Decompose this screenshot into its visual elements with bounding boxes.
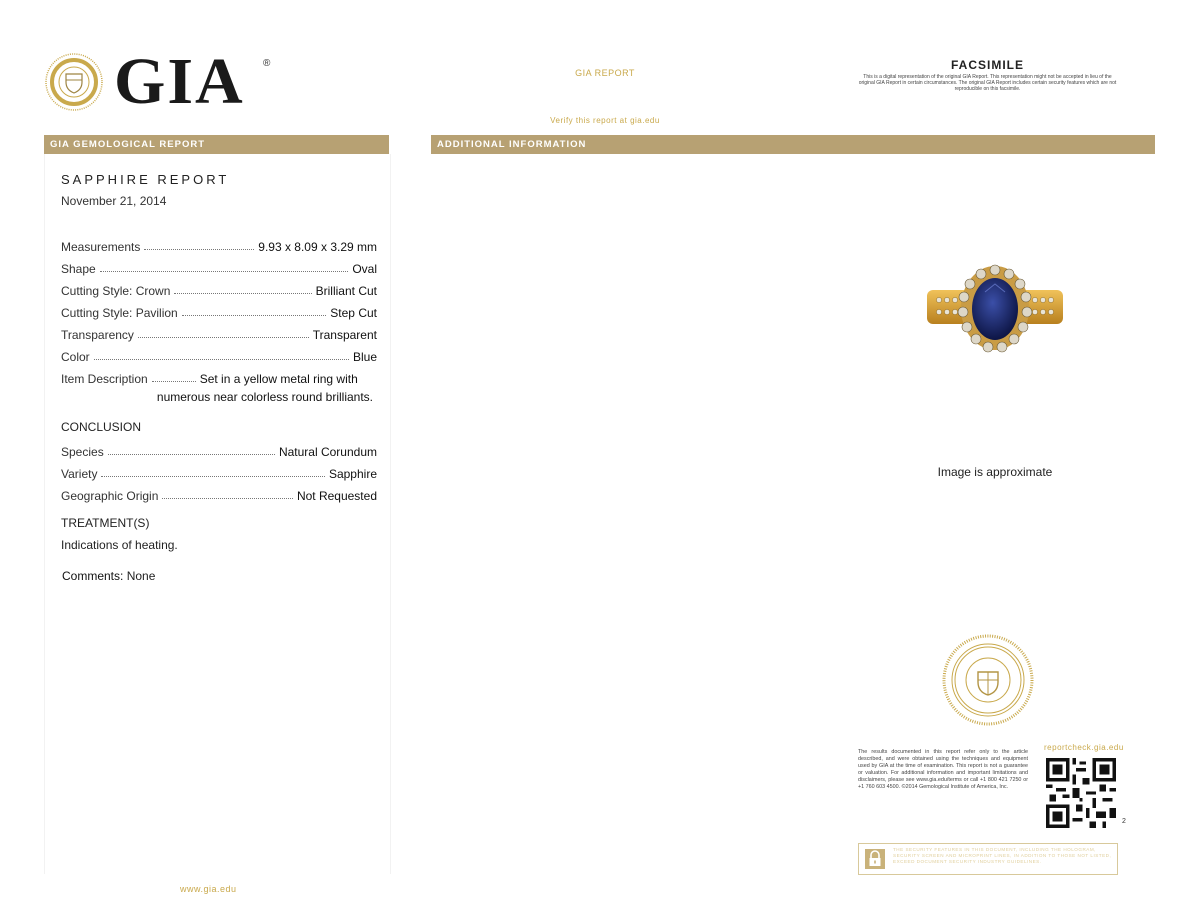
treatment-heading: TREATMENT(S) (61, 516, 150, 530)
detail-value: Blue (352, 350, 377, 364)
registered-mark: ® (263, 58, 271, 69)
conclusion-row-geographic-origin (61, 485, 377, 503)
report-disclaimer: The results documented in this report refer only to the article described, and were obtained using the techniques and equipment used by GIA at the time of examination. This report is not a guarantee or valuation. For additional information and important limitations and disclaimers, please see www.gia.edu/terms or call +1 800 421 7250 or +1 760 603 4500. ©2014 Gemological Institute of America, Inc. (858, 749, 1028, 790)
conclusion-label: Species (61, 445, 104, 459)
detail-label: Measurements (61, 240, 141, 254)
detail-row-cutting-style-pavilion (61, 302, 377, 320)
qr-code-icon[interactable] (1046, 758, 1116, 828)
conclusion-value: Natural Corundum (278, 445, 377, 459)
detail-label: Color (61, 350, 90, 364)
detail-value: Step Cut (330, 306, 377, 320)
conclusion-label: Geographic Origin (61, 489, 159, 503)
gia-logo (44, 45, 271, 118)
conclusion-row-species (61, 441, 377, 459)
detail-label: Transparency (61, 328, 134, 342)
detail-value: Set in a yellow metal ring with (199, 372, 358, 386)
image-caption: Image is approximate (937, 465, 1053, 479)
detail-label: Item Description (61, 372, 148, 386)
gia-website-link[interactable]: www.gia.edu (180, 884, 237, 894)
conclusion-value: Sapphire (328, 467, 377, 481)
comments-label: Comments: (62, 569, 124, 583)
report-date: November 21, 2014 (61, 194, 167, 208)
conclusion-row-variety (61, 463, 377, 481)
treatment-text: Indications of heating. (61, 538, 178, 552)
facsimile-title: FACSIMILE (950, 58, 1024, 72)
section-bar-gemological-report: GIA GEMOLOGICAL REPORT (44, 135, 389, 154)
detail-label: Shape (61, 262, 96, 276)
detail-value: 9.93 x 8.09 x 3.29 mm (258, 240, 377, 254)
section-bar-additional-information: ADDITIONAL INFORMATION (431, 135, 1155, 154)
gia-seal-icon (44, 52, 104, 112)
reportcheck-link[interactable]: reportcheck.gia.edu (1044, 743, 1124, 752)
detail-row-color (61, 346, 377, 364)
page-number: 2 (1122, 818, 1126, 825)
conclusion-heading: CONCLUSION (61, 420, 142, 434)
gia-wordmark: GIA (114, 45, 245, 118)
security-features-box (858, 843, 1118, 875)
ring-image (925, 262, 1065, 362)
detail-label: Cutting Style: Crown (61, 284, 171, 298)
gia-gold-seal-icon (942, 634, 1034, 726)
report-title: SAPPHIRE REPORT (61, 172, 230, 187)
detail-value: Transparent (312, 328, 377, 342)
detail-value: Oval (352, 262, 377, 276)
lock-icon (865, 849, 885, 869)
item-description-continued: numerous near colorless round brilliants. (156, 390, 373, 404)
detail-label: Cutting Style: Pavilion (61, 306, 178, 320)
facsimile-text: This is a digital representation of the original GIA Report. This representation might not be accepted in lieu of the original GIA Report in certain circumstances. The original GIA Report includes certain security features which are not reproducible on this facsimile. (858, 74, 1117, 92)
conclusion-value: Not Requested (296, 489, 377, 503)
comments (62, 569, 155, 583)
gia-report-label: GIA REPORT (575, 68, 635, 78)
facsimile-notice (855, 58, 1120, 92)
detail-row-transparency (61, 324, 377, 342)
detail-value: Brilliant Cut (315, 284, 377, 298)
verify-link[interactable]: Verify this report at gia.edu (550, 116, 660, 125)
detail-row-measurements (61, 236, 377, 254)
security-features-text: THE SECURITY FEATURES IN THIS DOCUMENT, INCLUDING THE HOLOGRAM, SECURITY SCREEN AND MICROPRINT LINES, IN ADDITION TO THOSE NOT LISTED, EXCEED DOCUMENT SECURITY INDUSTRY GUIDELINES. (893, 847, 1112, 864)
detail-row-item-description (61, 368, 377, 386)
comments-value: None (126, 569, 156, 583)
detail-row-cutting-style-crown (61, 280, 377, 298)
conclusion-label: Variety (61, 467, 98, 481)
detail-row-shape (61, 258, 377, 276)
